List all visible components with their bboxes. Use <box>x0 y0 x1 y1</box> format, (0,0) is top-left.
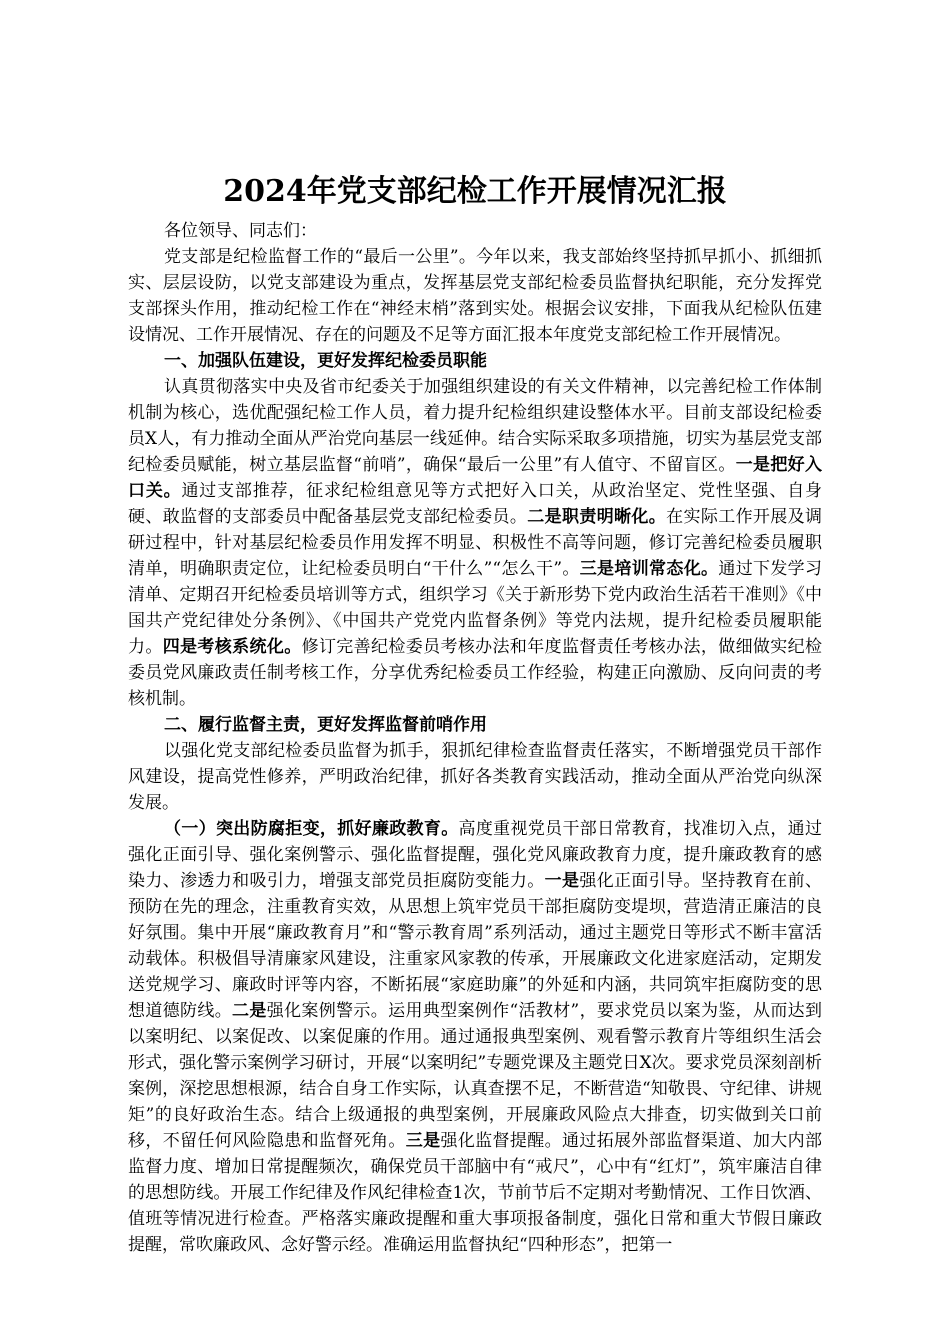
point-4-text: 修订完善纪检委员考核办法和年度监督责任考核办法，做细做实纪检委员党风廉政责任制考核工作，分享优秀纪检委员工作经验，构建正向激励、反向问责的考核机制。 <box>128 637 823 709</box>
subsection-1-text: 高度重视党员干部日常教育，找准切入点，通过强化正面引导、强化案例警示、强化监督提醒，强化党风廉政教育力度，提升廉政教育的感染力、渗透力和吸引力，增强支部党员拒腐防变能力。 <box>128 819 823 891</box>
sub-point-1-label: 一是 <box>544 871 580 891</box>
point-2-text: 在实际工作开展及调研过程中，针对基层纪检委员作用发挥不明显、积极性不高等问题，修订完善纪检委员履职清单，明确职责定位，让纪检委员明白“干什么”“怎么干”。 <box>128 507 823 579</box>
document-title: 2024年党支部纪检工作开展情况汇报 <box>223 174 727 209</box>
sub-point-2-label: 二是 <box>232 1001 267 1021</box>
sub-point-1-text: 强化正面引导。坚持教育在前、预防在先的理念，注重教育实效，从思想上筑牢党员干部拒腐防变堤坝，营造清正廉洁的良好氛围。集中开展“廉政教育月”和“警示教育周”系列活动，通过主题党日等形式不断丰富活动载体。积极倡导清廉家风建设，注重家风家教的传承，开展廉政文化进家庭活动，定期发送党规学习、廉政时评等内容，不断拓展“家庭助廉”的外延和内涵，共同筑牢拒腐防变的思想道德防线。 <box>128 871 823 1021</box>
section-1-heading: 一、加强队伍建设，更好发挥纪检委员职能 <box>164 351 487 371</box>
intro-paragraph: 党支部是纪检监督工作的“最后一公里”。今年以来，我支部始终坚持抓早抓小、抓细抓实、层层设防，以党支部建设为重点，发挥基层党支部纪检委员监督执纪职能，充分发挥党支部探头作用，推动纪检工作在“神经末梢”落到实处。根据会议安排，下面我从纪检队伍建设情况、工作开展情况、存在的问题及不足等方面汇报本年度党支部纪检工作开展情况。 <box>128 247 822 345</box>
point-4-label: 四是考核系统化。 <box>162 637 302 657</box>
point-3-text: 通过下发学习清单、定期召开纪检委员培训等方式，组织学习《关于新形势下党内政治生活若干准则》《中国共产党纪律处分条例》、《中国共产党党内监督条例》等党内法规，提升纪检委员履职能力。 <box>128 559 823 657</box>
subsection-1-title: （一）突出防腐拒变，抓好廉政教育。 <box>164 819 459 839</box>
point-1-label: 一是把好入口关。 <box>128 455 823 501</box>
sub-point-3-text: 强化监督提醒。通过拓展外部监督渠道、加大内部监督力度、增加日常提醒频次，确保党员干部脑中有“戒尺”，心中有“红灯”，筑牢廉洁自律的思想防线。开展工作纪律及作风纪律检查1次，节前节后不定期对考勤情况、工作日饮酒、值班等情况进行检查。严格落实廉政提醒和重大事项报备制度，强化日常和重大节假日廉政提醒，常吹廉政风、念好警示经。准确运用监督执纪“四种形态”，把第一 <box>128 1131 823 1255</box>
section-2-intro-paragraph: 以强化党支部纪检委员监督为抓手，狠抓纪律检查监督责任落实，不断增强党员干部作风建设，提高党性修养，严明政治纪律，抓好各类教育实践活动，推动全面从严治党向纵深发展。 <box>128 741 822 813</box>
point-3-label: 三是培训常态化。 <box>579 559 719 579</box>
subsection-1-paragraph <box>128 816 822 1258</box>
section-2-heading: 二、履行监督主责，更好发挥监督前哨作用 <box>164 715 487 735</box>
sub-point-2-text: 强化案例警示。运用典型案例作“活教材”，要求党员以案为鉴，从而达到以案明纪、以案促改、以案促廉的作用。通过通报典型案例、观看警示教育片等组织生活会形式，强化警示案例学习研讨，开展“以案明纪”专题党课及主题党日X次。要求党员深刻剖析案例，深挖思想根源，结合自身工作实际，认真查摆不足，不断营造“知敬畏、守纪律、讲规矩”的良好政治生态。结合上级通报的典型案例，开展廉政风险点大排查，切实做到关口前移，不留任何风险隐患和监督死角。 <box>128 1001 823 1151</box>
point-1-text: 通过支部推荐，征求纪检组意见等方式把好入口关，从政治坚定、党性坚强、自身硬、敢监督的支部委员中配备基层党支部纪检委员。 <box>128 481 823 527</box>
sub-point-3-label: 三是 <box>405 1131 441 1151</box>
point-2-label: 二是职责明晰化。 <box>527 507 667 527</box>
section-1-intro-text: 认真贯彻落实中央及省市纪委关于加强组织建设的有关文件精神，以完善纪检工作体制机制为核心，选优配强纪检工作人员，着力提升纪检组织建设整体水平。目前支部设纪检委员X人，有力推动全面从严治党向基层一线延伸。结合实际采取多项措施，切实为基层党支部纪检委员赋能，树立基层监督“前哨”，确保“最后一公里”有人值守、不留盲区。 <box>128 377 822 475</box>
document-page <box>128 172 822 1258</box>
section-1-paragraph <box>128 374 822 712</box>
greeting: 各位领导、同志们： <box>164 221 317 241</box>
